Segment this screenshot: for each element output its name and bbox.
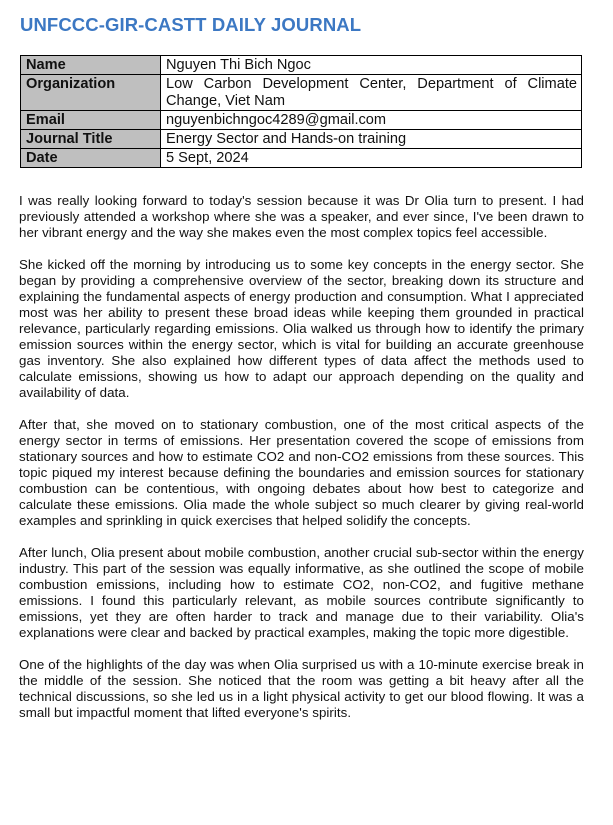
paragraph-exercise-break: One of the highlights of the day was when Olia surprised us with a 10-minute exercise break in the middle of the session. She noticed that the room was getting a bit heavy after all the technical discussions, so she led us in a light physical activity to get our blood flowing. It was a small but impactful moment that lifted everyone's spirits.	[19, 657, 584, 720]
info-row-organization	[21, 75, 582, 111]
paragraph-energy-concepts: She kicked off the morning by introducing us to some key concepts in the energy sector. She began by providing a comprehensive overview of the sector, breaking down its structure and explaining the fundamental aspects of energy production and consumption. What I appreciated most was her ability to present these broad ideas while keeping them grounded in practical relevance, particularly regarding emissions. Olia walked us through how to identify the primary emission sources within the energy sector, which is vital for building an accurate greenhouse gas inventory. She also explained how different types of data affect the methods used to calculate emissions, showing us how to adapt our approach depending on the quality and availability of data.	[19, 257, 584, 400]
paragraph-intro: I was really looking forward to today's session because it was Dr Olia turn to present. I had previously attended a workshop where she was a speaker, and ever since, I've been drawn to her vibrant energy and the way she makes even the most complex topics feel accessible.	[19, 193, 584, 240]
page-title: UNFCCC-GIR-CASTT DAILY JOURNAL	[20, 14, 362, 35]
info-row-email	[21, 111, 582, 130]
organization-label: Organization	[21, 75, 161, 111]
paragraph-mobile-combustion: After lunch, Olia present about mobile combustion, another crucial sub-sector within the energy industry. This part of the session was equally informative, as she outlined the scope of mobile combustion emissions, including how to estimate CO2, non-CO2, and fugitive methane emissions. I found this particularly relevant, as mobile sources contribute significantly to emissions, yet they are often harder to track and manage due to their variability. Olia's explanations were clear and backed by practical examples, making the topic more digestible.	[19, 545, 584, 640]
organization-value: Low Carbon Development Center, Department of Climate Change, Viet Nam	[161, 75, 582, 111]
info-row-date	[21, 149, 582, 168]
journal-info-table	[20, 55, 582, 168]
date-value: 5 Sept, 2024	[161, 149, 582, 168]
info-row-name	[21, 56, 582, 75]
journal-body	[19, 193, 584, 737]
name-label: Name	[21, 56, 161, 75]
email-value: nguyenbichngoc4289@gmail.com	[161, 111, 582, 130]
paragraph-stationary-combustion: After that, she moved on to stationary combustion, one of the most critical aspects of the energy sector in terms of emissions. Her presentation covered the scope of emissions from stationary sources and how to estimate CO2 and non-CO2 emissions from these sources. This topic piqued my interest because defining the boundaries and emission sources for stationary combustion can be contentious, with ongoing debates about how best to categorize and calculate these emissions. Olia made the whole subject so much clearer by giving real-world examples and sprinkling in quick exercises that helped solidify the concepts.	[19, 417, 584, 528]
date-label: Date	[21, 149, 161, 168]
journal-title-label: Journal Title	[21, 130, 161, 149]
info-row-journal-title	[21, 130, 582, 149]
email-label: Email	[21, 111, 161, 130]
name-value: Nguyen Thi Bich Ngoc	[161, 56, 582, 75]
journal-title-value: Energy Sector and Hands-on training	[161, 130, 582, 149]
